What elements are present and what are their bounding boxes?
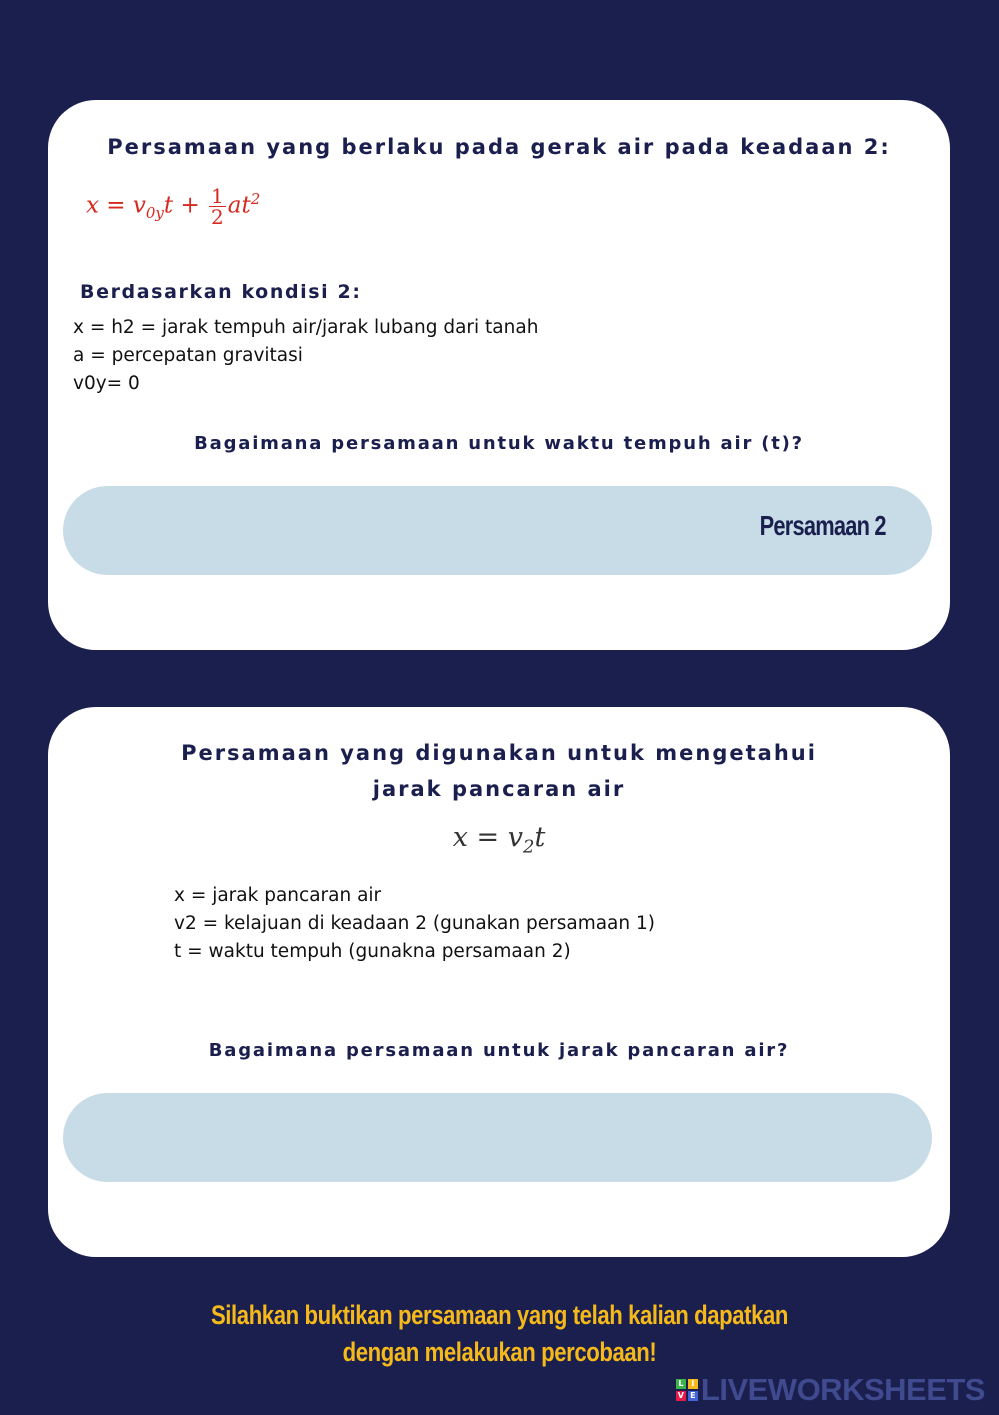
answer-box-time[interactable]	[63, 486, 932, 575]
fraction-numerator: 1	[211, 184, 224, 208]
footer-instruction	[0, 1297, 999, 1371]
fraction-denominator: 2	[211, 205, 224, 229]
formula-rhs: t	[534, 822, 546, 853]
card1-heading: Persamaan yang berlaku pada gerak air pada keadaan 2:	[107, 135, 891, 159]
formula-fraction	[209, 186, 226, 227]
formula-lhs: x = v	[452, 822, 523, 853]
liveworksheets-logo-icon	[676, 1379, 698, 1401]
formula-t: t +	[163, 192, 200, 219]
card1-definitions	[73, 314, 538, 398]
card2-heading-line1: Persamaan yang digunakan untuk mengetahui	[181, 741, 817, 765]
liveworksheets-watermark	[676, 1374, 985, 1406]
formula-subscript: 2	[522, 836, 535, 858]
card1-question: Bagaimana persamaan untuk waktu tempuh air (t)?	[194, 433, 804, 454]
card2-heading-line2: jarak pancaran air	[372, 777, 626, 801]
definition-line: t = waktu tempuh (gunakna persamaan 2)	[174, 941, 571, 962]
logo-letter: I	[688, 1379, 698, 1389]
distance-formula	[48, 822, 950, 857]
definition-line: v0y= 0	[73, 373, 140, 394]
card2-question: Bagaimana persamaan untuk jarak pancaran air?	[208, 1040, 790, 1061]
footer-line2: dengan melakukan percobaan!	[342, 1337, 657, 1367]
logo-letter: L	[676, 1379, 686, 1389]
formula-at: at	[227, 192, 251, 219]
definition-line: a = percepatan gravitasi	[73, 345, 303, 366]
definition-line: v2 = kelajuan di keadaan 2 (gunakan persamaan 1)	[174, 913, 655, 934]
formula-lhs: x =	[86, 192, 133, 219]
card2-definitions	[174, 882, 655, 966]
formula-exponent: 2	[250, 189, 261, 208]
answer-label: Persamaan 2	[759, 510, 886, 541]
formula-v-subscript: 0y	[145, 204, 164, 223]
footer-line1: Silahkan buktikan persamaan yang telah kalian dapatkan	[210, 1300, 789, 1330]
watermark-text: LIVEWORKSHEETS	[700, 1372, 985, 1407]
logo-letter: V	[677, 1391, 684, 1400]
kinematics-formula	[86, 186, 260, 250]
definition-line: x = h2 = jarak tempuh air/jarak lubang dari tanah	[73, 317, 539, 338]
formula-v: v	[132, 192, 146, 219]
logo-letter: E	[688, 1391, 698, 1401]
condition-label: Berdasarkan kondisi 2:	[80, 281, 362, 303]
definition-line: x = jarak pancaran air	[174, 885, 382, 906]
answer-box-distance[interactable]	[63, 1093, 932, 1182]
card2-heading	[48, 735, 950, 807]
equation-card-2	[48, 707, 950, 1257]
equation-card-1	[48, 100, 950, 650]
